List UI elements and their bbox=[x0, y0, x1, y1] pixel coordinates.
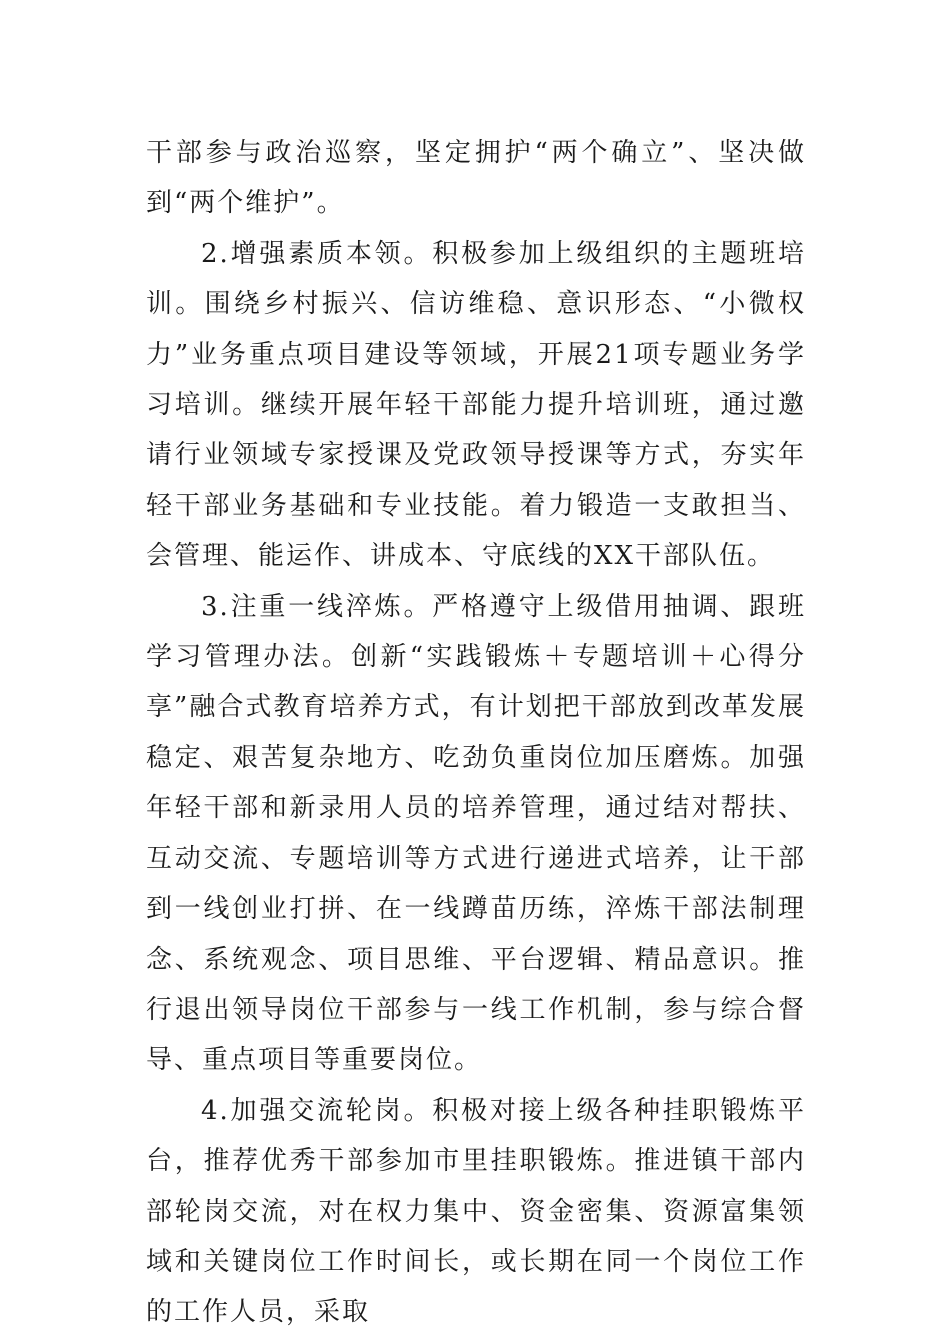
paragraph-item-3: 3.注重一线淬炼。严格遵守上级借用抽调、跟班学习管理办法。创新“实践锻炼＋专题培训＋心得分享”融合式教育培养方式，有计划把干部放到改革发展稳定、艰苦复杂地方、吃劲负重岗位加压磨炼。加强年轻干部和新录用人员的培养管理，通过结对帮扶、互动交流、专题培训等方式进行递进式培养，让干部到一线创业打拼、在一线蹲苗历练，淬炼干部法制理念、系统观念、项目思维、平台逻辑、精品意识。推行退出领导岗位干部参与一线工作机制，参与综合督导、重点项目等重要岗位。 bbox=[146, 591, 806, 1076]
paragraph-item-4: 4.加强交流轮岗。积极对接上级各种挂职锻炼平台，推荐优秀干部参加市里挂职锻炼。推进镇干部内部轮岗交流，对在权力集中、资金密集、资源富集领域和关键岗位工作时间长，或长期在同一个岗位工作的工作人员，采取 bbox=[146, 1095, 806, 1328]
paragraph-continuation: 干部参与政治巡察，坚定拥护“两个确立”、坚决做到“两个维护”。 bbox=[146, 138, 806, 219]
paragraph-item-2: 2.增强素质本领。积极参加上级组织的主题班培训。围绕乡村振兴、信访维稳、意识形态、“小微权力”业务重点项目建设等领域，开展21项专题业务学习培训。继续开展年轻干部能力提升培训班，通过邀请行业领域专家授课及党政领导授课等方式，夯实年轻干部业务基础和专业技能。着力锻造一支敢担当、会管理、能运作、讲成本、守底线的XX干部队伍。 bbox=[146, 238, 806, 572]
document-body bbox=[146, 128, 806, 1338]
